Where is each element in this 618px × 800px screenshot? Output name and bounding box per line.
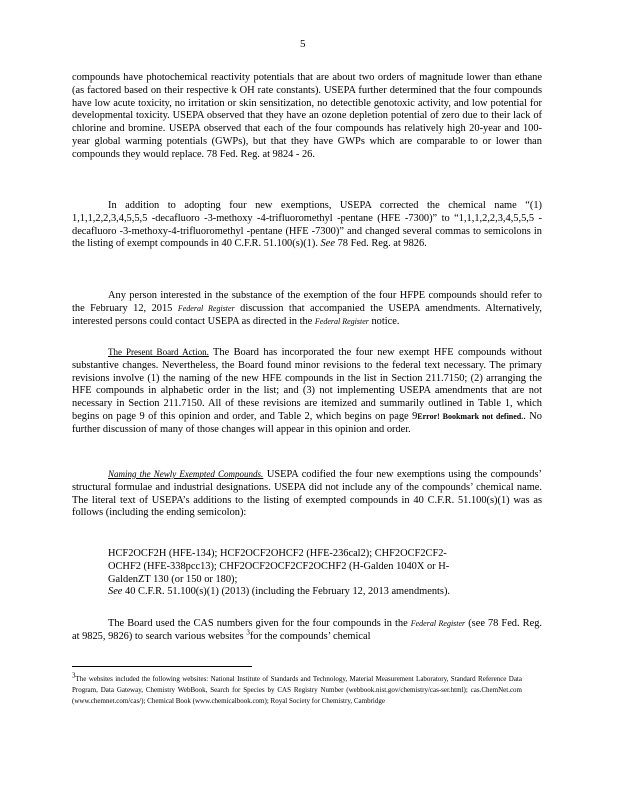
paragraph-toxicity-findings: compounds have photochemical reactivity potentials that are about two orders of magnitude lower than ethane (as factored based on their respective k OH rate constants). USEPA further determined that the four compounds have low acute toxicity, no irritation or skin sensitization, no detectible genotoxic activity, and low potential for developmental toxicity. USEPA observed that they have an ozone depletion potential of zero due to their lack of chlorine and bromine. USEPA observed that each of the four compounds has relatively high 20-year and 100-year global warming potentials (GWPs), but that they have GWPs which are comparable to or lower than compounds they would replace. 78 Fed. Reg. at 9824 - 26. [72,72,542,160]
formula-line: OCHF2 (HFE-338pcc13); CHF2OCF2OCF2CF2OCHF2 (H-Galden 1040X or H- [108,560,450,572]
page-number: 5 [300,38,306,50]
paragraph-text: USEPA codified the four new exemptions using the compounds’ structural formulae and industrial designations. USEPA did not include any of the compounds’ chemical name. The literal text of USEPA’s additions to the listing of exempted compounds in 40 C.F.R. 51.100(s)(1) was as follows (including the ending semicolon): [72,469,542,519]
formula-block [108,548,538,599]
footnote [72,671,522,707]
paragraph-text: In addition to adopting four new exemptions, USEPA corrected the chemical name “(1) 1,1,1,2,2,3,4,5,5,5 -decafluoro -3-methoxy -4-trifluoromethyl -pentane (HFE -7300)” to “1,1,1,2,2,3,4,5,5,5 -decafluoro -3-methoxy-4-trifluoromethyl -pentane (HFE -7300)” and changed several commas to semicolons in the listing of exempt compounds in 40 C.F.R. 51.100(s)(1). [72,200,542,250]
footnote-separator [72,666,252,667]
paragraph-cas-search [72,618,542,644]
paragraph-text: for the compounds’ chemical [249,630,371,642]
paragraph-text: notice. [371,315,400,327]
paragraph-text: (see 78 Fed. Reg. at 9825, 9826) to search various websites [72,618,542,642]
paragraph-naming-compounds [72,468,542,520]
footnote-marker: 3 [72,671,76,680]
paragraph-text: discussion that accompanied the USEPA amendments. Alternatively, interested persons could contact USEPA as directed in the [72,302,543,327]
citation: 78 Fed. Reg. at 9826. [337,238,427,250]
paragraph-present-board-action [72,346,542,437]
see-signal: See [108,586,123,598]
paragraph-text: Any person interested in the substance of the exemption of the four HFPE compounds should refer to the February 12, 2015 [72,290,542,314]
formula-line: GaldenZT 130 (or 150 or 180); [108,573,238,585]
federal-register-ref: Federal Register [410,619,466,628]
formula-citation [108,586,538,599]
formula-line: HCF2OCF2H (HFE-134); HCF2OCF2OHCF2 (HFE-236cal2); CHF2OCF2CF2- [108,548,447,559]
federal-register-ref: Federal Register [314,316,369,326]
see-signal: See [320,238,335,250]
citation: 40 C.F.R. 51.100(s)(1) (2013) (including the February 12, 2013 amendments). [125,586,451,598]
paragraph-text: The Board used the CAS numbers given for the four compounds in the [108,618,408,629]
section-heading: The Present Board Action. [108,347,209,357]
bookmark-error: Error! Bookmark not defined. [417,411,524,421]
paragraph-text: The Board has incorporated the four new exempt HFE compounds without substantive changes. Nevertheless, the Board found minor revisions to the federal text necessary. The primary revisions involve (1) the naming of the new HFE compounds in the list in Section 211.7150; (2) arranging the HFE compounds in alphabetic order in the list; and (3) not implementing USEPA amendments that are not necessary in Section 211.7150. All of these revisions are itemized and summarily outlined in Table 1, which begins on page 9 of this opinion and order, and Table 2, which begins on page 9 [72,347,542,422]
federal-register-ref: Federal Register [177,303,235,313]
paragraph-name-correction [72,200,542,251]
footnote-text: The websites included the following websites: National Institute of Standards and Technology, Material Measurement Laboratory, Standard Reference Data Program, Data Gateway, Chemistry WebBook, Search for Species by CAS Registry Number (webbook.nist.gov/chemistry/cas-ser.html); cas.ChemNet.com (www.chemnet.com/cas/); Chemical Book (www.chemicalbook.com); Royal Society for Chemistry, Cambridge [72,675,522,705]
section-heading: Naming the Newly Exempted Compounds. [108,469,264,479]
paragraph-text: . No further discussion of many of those changes will appear in this opinion and order. [72,410,542,435]
paragraph-further-info [72,290,542,328]
footnote-reference: 3 [246,628,250,637]
